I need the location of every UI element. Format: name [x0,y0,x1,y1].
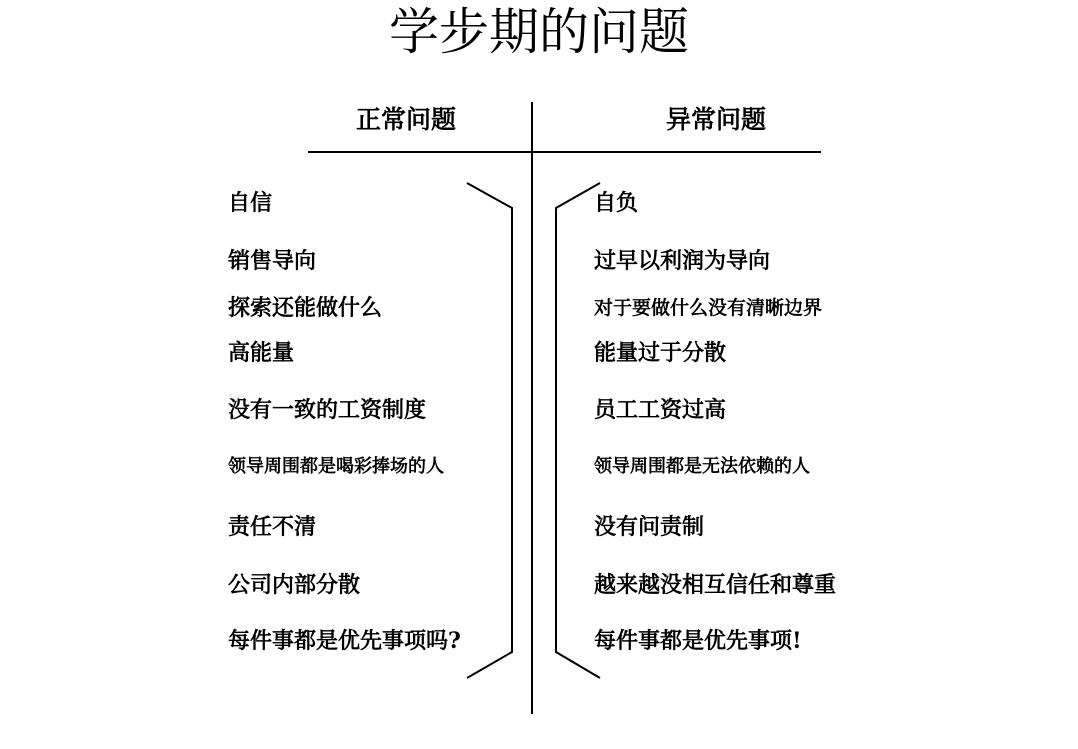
abnormal-problem-item: 每件事都是优先事项! [594,628,802,654]
normal-problem-item: 销售导向 [228,248,317,274]
normal-problem-item: 公司内部分散 [228,572,361,598]
normal-problem-item: 领导周围都是喝彩捧场的人 [228,456,444,477]
abnormal-problem-item: 领导周围都是无法依赖的人 [594,456,810,477]
abnormal-problem-item: 过早以利润为导向 [594,248,771,274]
abnormal-problem-item: 没有问责制 [594,514,705,540]
header-normal-problems: 正常问题 [355,105,456,134]
abnormal-problem-item: 自负 [594,190,639,216]
normal-problem-item: 每件事都是优先事项吗? [228,628,461,654]
left-bracket [467,183,512,678]
normal-problem-item: 责任不清 [228,514,317,540]
normal-problem-item: 高能量 [228,340,295,366]
normal-problem-item: 没有一致的工资制度 [228,397,427,423]
normal-problem-item: 探索还能做什么 [228,295,383,321]
page-title: 学步期的问题 [389,3,689,61]
normal-problem-item: 自信 [228,190,273,216]
abnormal-problem-item: 员工工资过高 [594,397,727,423]
header-abnormal-problems: 异常问题 [665,105,766,134]
abnormal-problem-item: 越来越没相互信任和尊重 [594,572,837,598]
abnormal-problem-item: 对于要做什么没有清晰边界 [594,297,823,319]
abnormal-problem-item: 能量过于分散 [594,340,727,366]
